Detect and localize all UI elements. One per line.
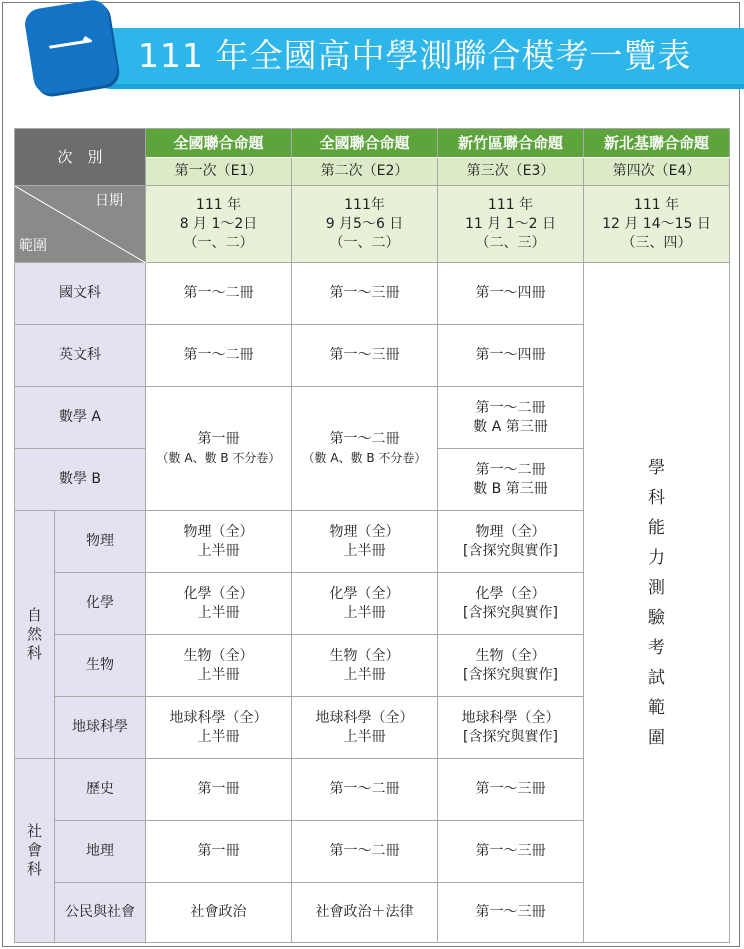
- row-physics-label: 物理: [55, 511, 146, 573]
- col-e1-round: 第一次（E1）: [146, 158, 292, 186]
- page-title: 111 年全國高中學測聯合模考一覽表: [138, 36, 692, 75]
- earth-e2-line2: 上半冊: [343, 728, 386, 745]
- group-social-text: 社會科: [26, 822, 42, 878]
- row-math-a-label: 數學 A: [15, 387, 146, 449]
- col-e1-org: 全國聯合命題: [146, 129, 292, 158]
- physics-e1-line2: 上半冊: [197, 542, 240, 559]
- biology-e1: [146, 635, 292, 697]
- group-nature-label: [15, 511, 55, 759]
- row-chinese-label: 國文科: [15, 263, 146, 325]
- math-b-e3-line2: 數 B 第三冊: [473, 480, 548, 497]
- physics-e1-line1: 物理（全）: [183, 523, 254, 540]
- civics-e3: 第一～三冊: [438, 883, 584, 943]
- date-days: 12 月 14～15 日: [602, 215, 711, 232]
- earth-e2-line1: 地球科學（全）: [315, 709, 414, 726]
- math-e1-line2: （數 A、數 B 不分卷）: [156, 450, 281, 465]
- earth-e2: [292, 697, 438, 759]
- date-label: 日期: [95, 193, 123, 209]
- history-e2: 第一～二冊: [292, 759, 438, 821]
- col-e3-org: 新竹區聯合命題: [438, 129, 584, 158]
- chinese-e1: 第一～二冊: [146, 263, 292, 325]
- history-e3: 第一～三冊: [438, 759, 584, 821]
- math-b-e3-line1: 第一～二冊: [475, 461, 546, 478]
- math-e1: [146, 387, 292, 511]
- e4-scope-cell: [584, 263, 730, 943]
- col-e3-date: [438, 186, 584, 263]
- earth-e1-line1: 地球科學（全）: [169, 709, 268, 726]
- english-e3: 第一～四冊: [438, 325, 584, 387]
- col-e4-org: 新北基聯合命題: [584, 129, 730, 158]
- row-geography-label: 地理: [55, 821, 146, 883]
- english-e2: 第一～三冊: [292, 325, 438, 387]
- physics-e2-line2: 上半冊: [343, 542, 386, 559]
- biology-e3: [438, 635, 584, 697]
- geography-e3: 第一～三冊: [438, 821, 584, 883]
- row-english-label: 英文科: [15, 325, 146, 387]
- chemistry-e1: [146, 573, 292, 635]
- earth-e3: [438, 697, 584, 759]
- chemistry-e3: [438, 573, 584, 635]
- date-weekday: （一、二）: [329, 234, 400, 251]
- group-social-label: [15, 759, 55, 943]
- exam-schedule-table: [14, 128, 730, 943]
- col-e4-date: [584, 186, 730, 263]
- chemistry-e1-line2: 上半冊: [197, 604, 240, 621]
- chemistry-e2: [292, 573, 438, 635]
- date-year: 111 年: [633, 196, 680, 213]
- physics-e1: [146, 511, 292, 573]
- biology-e2: [292, 635, 438, 697]
- col-e4-round: 第四次（E4）: [584, 158, 730, 186]
- date-weekday: （一、二）: [183, 234, 254, 251]
- civics-e1: 社會政治: [146, 883, 292, 943]
- math-e2-line1: 第一～二冊: [329, 430, 400, 447]
- row-history-label: 歷史: [55, 759, 146, 821]
- date-year: 111 年: [195, 196, 242, 213]
- date-weekday: （三、四）: [621, 234, 692, 251]
- math-b-e3: [438, 449, 584, 511]
- corner-diagonal-cell: [15, 186, 146, 263]
- header-round-label: 次 別: [15, 129, 146, 186]
- section-badge-number: 一: [44, 16, 98, 78]
- physics-e2-line1: 物理（全）: [329, 523, 400, 540]
- biology-e3-line2: [含探究與實作]: [463, 666, 558, 683]
- earth-e3-line1: 地球科學（全）: [461, 709, 560, 726]
- math-e2-line2: （數 A、數 B 不分卷）: [302, 450, 427, 465]
- biology-e2-line2: 上半冊: [343, 666, 386, 683]
- history-e1: 第一冊: [146, 759, 292, 821]
- date-days: 8 月 1～2日: [179, 215, 258, 232]
- biology-e2-line1: 生物（全）: [329, 647, 400, 664]
- date-weekday: （二、三）: [475, 234, 546, 251]
- col-e1-date: [146, 186, 292, 263]
- chemistry-e1-line1: 化學（全）: [183, 585, 254, 602]
- math-a-e3: [438, 387, 584, 449]
- earth-e1: [146, 697, 292, 759]
- earth-e1-line2: 上半冊: [197, 728, 240, 745]
- chemistry-e3-line2: [含探究與實作]: [463, 604, 558, 621]
- biology-e3-line1: 生物（全）: [475, 647, 546, 664]
- chemistry-e2-line2: 上半冊: [343, 604, 386, 621]
- civics-e2: 社會政治＋法律: [292, 883, 438, 943]
- math-a-e3-line2: 數 A 第三冊: [473, 418, 548, 435]
- biology-e1-line1: 生物（全）: [183, 647, 254, 664]
- group-nature-text: 自然科: [26, 606, 42, 662]
- date-year: 111 年: [487, 196, 534, 213]
- chemistry-e3-line1: 化學（全）: [475, 585, 546, 602]
- physics-e3: [438, 511, 584, 573]
- physics-e3-line1: 物理（全）: [475, 523, 546, 540]
- geography-e2: 第一～二冊: [292, 821, 438, 883]
- physics-e2: [292, 511, 438, 573]
- row-chemistry-label: 化學: [55, 573, 146, 635]
- col-e2-round: 第二次（E2）: [292, 158, 438, 186]
- math-e2: [292, 387, 438, 511]
- math-a-e3-line1: 第一～二冊: [475, 399, 546, 416]
- earth-e3-line2: [含探究與實作]: [463, 728, 558, 745]
- row-civics-label: 公民與社會: [55, 883, 146, 943]
- e4-scope-text: 學科能力測驗考試範圍: [648, 457, 665, 748]
- physics-e3-line2: [含探究與實作]: [463, 542, 558, 559]
- biology-e1-line2: 上半冊: [197, 666, 240, 683]
- range-label: 範圍: [19, 238, 47, 254]
- col-e2-date: [292, 186, 438, 263]
- date-days: 9 月5～6 日: [325, 215, 404, 232]
- col-e2-org: 全國聯合命題: [292, 129, 438, 158]
- chinese-e3: 第一～四冊: [438, 263, 584, 325]
- date-days: 11 月 1～2 日: [465, 215, 556, 232]
- row-math-b-label: 數學 B: [15, 449, 146, 511]
- row-biology-label: 生物: [55, 635, 146, 697]
- math-e1-line1: 第一冊: [197, 430, 240, 447]
- col-e3-round: 第三次（E3）: [438, 158, 584, 186]
- chinese-e2: 第一～三冊: [292, 263, 438, 325]
- geography-e1: 第一冊: [146, 821, 292, 883]
- row-earth-label: 地球科學: [55, 697, 146, 759]
- english-e1: 第一～二冊: [146, 325, 292, 387]
- chemistry-e2-line1: 化學（全）: [329, 585, 400, 602]
- date-year: 111年: [344, 196, 385, 213]
